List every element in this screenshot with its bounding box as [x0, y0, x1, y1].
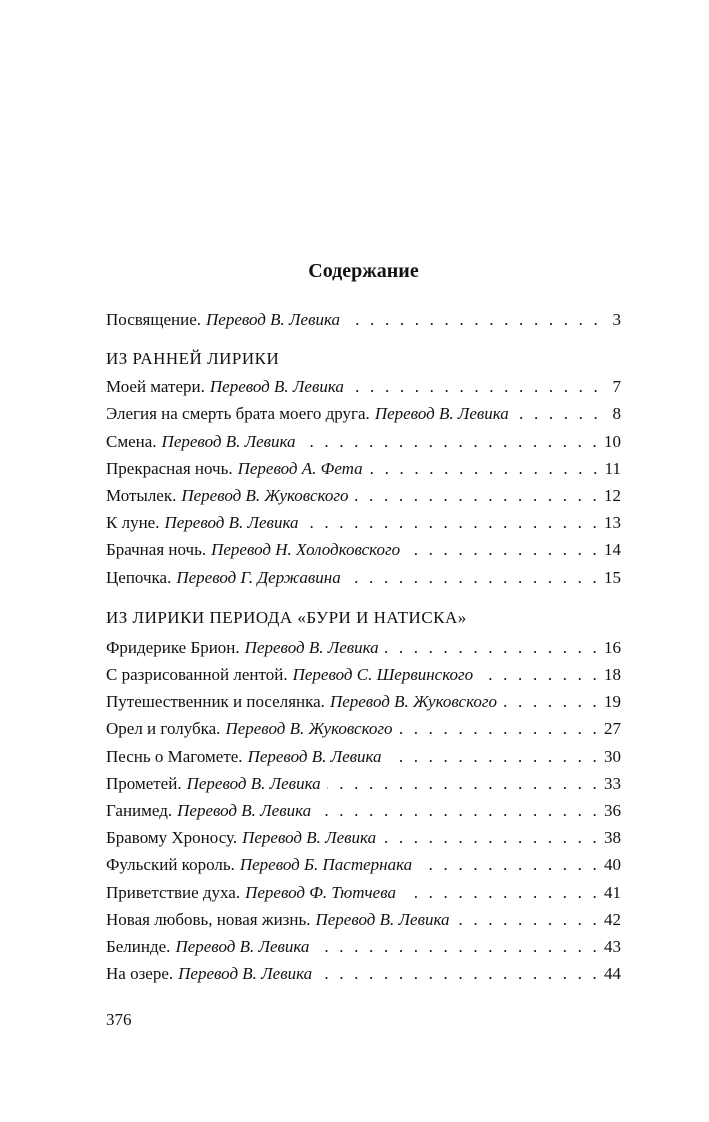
toc-entry	[106, 851, 621, 878]
toc-entry	[106, 482, 621, 509]
entry-translator: Перевод В. Жуковского	[181, 486, 349, 506]
entry-page: 11	[604, 458, 621, 478]
dot-leader	[369, 455, 601, 482]
entry-title: Орел и голубка.	[106, 719, 221, 739]
entry-page: 44	[604, 964, 621, 984]
entry-page: 40	[604, 855, 621, 875]
dot-leader	[327, 770, 600, 797]
toc-entry	[106, 906, 621, 933]
dot-leader	[399, 715, 600, 742]
entry-translator: Перевод Н. Холодковского	[211, 540, 401, 560]
entry-page: 30	[604, 746, 621, 766]
dot-leader	[354, 482, 600, 509]
section-heading: ИЗ РАННЕЙ ЛИРИКИ	[106, 349, 280, 369]
dot-leader	[402, 879, 600, 906]
entry-title: Приветствие духа.	[106, 882, 241, 902]
entry-translator: Перевод А. Фета	[237, 458, 363, 478]
entry-page: 13	[604, 513, 621, 533]
toc-entry	[106, 879, 621, 906]
page-title: Содержание	[308, 260, 419, 282]
toc-entry	[106, 536, 621, 563]
toc-entry	[106, 743, 621, 770]
entry-translator: Перевод Г. Державина	[176, 567, 341, 587]
dot-leader	[418, 851, 600, 878]
entry-page: 12	[604, 486, 621, 506]
toc-entry	[106, 428, 621, 455]
toc-entry	[106, 634, 621, 661]
toc-entry	[106, 933, 621, 960]
entry-page: 43	[604, 937, 621, 957]
entry-page: 10	[604, 431, 621, 451]
toc-entry	[106, 960, 621, 987]
dot-leader	[385, 634, 600, 661]
toc-entry	[106, 564, 621, 591]
entry-title: Прометей.	[106, 773, 182, 793]
dot-leader	[406, 536, 600, 563]
toc-entry	[106, 824, 621, 851]
entry-translator: Перевод С. Шервинского	[292, 665, 474, 685]
entry-translator: Перевод В. Левика	[186, 773, 321, 793]
entry-title: Ганимед.	[106, 801, 173, 821]
entry-page: 33	[604, 773, 621, 793]
toc-entry	[106, 715, 621, 742]
toc-entry	[106, 688, 621, 715]
entry-page: 18	[604, 665, 621, 685]
entry-title: Бравому Хроносу.	[106, 828, 238, 848]
toc-entry	[106, 661, 621, 688]
toc-entry	[106, 770, 621, 797]
entry-translator: Перевод В. Левика	[175, 937, 310, 957]
entry-page: 38	[604, 828, 621, 848]
entry-translator: Перевод В. Левика	[206, 310, 340, 329]
dot-leader	[388, 743, 600, 770]
page-number: 376	[106, 1010, 132, 1029]
entry-translator: Перевод В. Левика	[374, 404, 509, 424]
entry-title: Мотылек.	[106, 486, 177, 506]
entry-page: 15	[604, 567, 621, 587]
entry-translator: Перевод В. Левика	[247, 746, 382, 766]
toc-entry	[106, 306, 621, 333]
entry-translator: Перевод Ф. Тютчева	[245, 882, 396, 902]
entry-title: Брачная ночь.	[106, 540, 207, 560]
dot-leader	[382, 824, 600, 851]
entry-title: Моей матери.	[106, 377, 205, 397]
dot-leader	[317, 797, 600, 824]
entry-title: Путешественник и поселянка.	[106, 692, 325, 712]
entry-translator: Перевод В. Левика	[209, 377, 344, 397]
entry-title: Фульский король.	[106, 855, 235, 875]
entry-translator: Перевод В. Жуковского	[225, 719, 393, 739]
entry-translator: Перевод В. Левика	[177, 801, 312, 821]
entry-page: 7	[612, 377, 621, 397]
dot-leader	[347, 564, 600, 591]
dot-leader	[479, 661, 600, 688]
toc-entry	[106, 797, 621, 824]
entry-page: 8	[612, 404, 621, 424]
dot-leader	[315, 933, 600, 960]
dot-leader	[302, 428, 600, 455]
entry-title: Фридерике Брион.	[106, 637, 240, 657]
entry-title: К луне.	[106, 513, 160, 533]
toc-entry	[106, 455, 621, 482]
entry-title: Белинде.	[106, 937, 171, 957]
entry-translator: Перевод В. Левика	[164, 513, 299, 533]
entry-translator: Перевод В. Левика	[161, 431, 296, 451]
entry-page: 3	[612, 310, 621, 329]
dot-leader	[304, 509, 600, 536]
entry-page: 41	[604, 882, 621, 902]
entry-title: Прекрасная ночь.	[106, 458, 233, 478]
entry-page: 16	[604, 637, 621, 657]
entry-title: Новая любовь, новая жизнь.	[106, 909, 311, 929]
entry-page: 42	[604, 909, 621, 929]
dot-leader	[455, 906, 600, 933]
entry-page: 27	[604, 719, 621, 739]
entry-title: Элегия на смерть брата моего друга.	[106, 404, 370, 424]
dot-leader	[346, 306, 601, 333]
section-heading: ИЗ ЛИРИКИ ПЕРИОДА «БУРИ И НАТИСКА»	[106, 607, 467, 627]
dot-leader	[350, 373, 601, 400]
entry-translator: Перевод Б. Пастернака	[239, 855, 413, 875]
entry-translator: Перевод В. Левика	[242, 828, 377, 848]
entry-title: Цепочка.	[106, 567, 172, 587]
entry-title: На озере.	[106, 964, 174, 984]
toc-entry	[106, 400, 621, 427]
dot-leader	[318, 960, 600, 987]
table-of-contents	[106, 258, 621, 987]
entry-translator: Перевод В. Левика	[178, 964, 313, 984]
entry-page: 19	[604, 692, 621, 712]
toc-entry	[106, 509, 621, 536]
dot-leader	[503, 688, 600, 715]
entry-translator: Перевод В. Левика	[315, 909, 450, 929]
entry-title: С разрисованной лентой.	[106, 665, 288, 685]
entry-translator: Перевод В. Левика	[244, 637, 379, 657]
entry-title: Песнь о Магомете.	[106, 746, 243, 766]
dot-leader	[515, 400, 601, 427]
entry-translator: Перевод В. Жуковского	[329, 692, 498, 712]
toc-entry	[106, 373, 621, 400]
entry-page: 14	[604, 540, 621, 560]
entry-title: Смена.	[106, 431, 157, 451]
entry-title: Посвящение.	[106, 310, 201, 329]
entry-page: 36	[604, 801, 621, 821]
